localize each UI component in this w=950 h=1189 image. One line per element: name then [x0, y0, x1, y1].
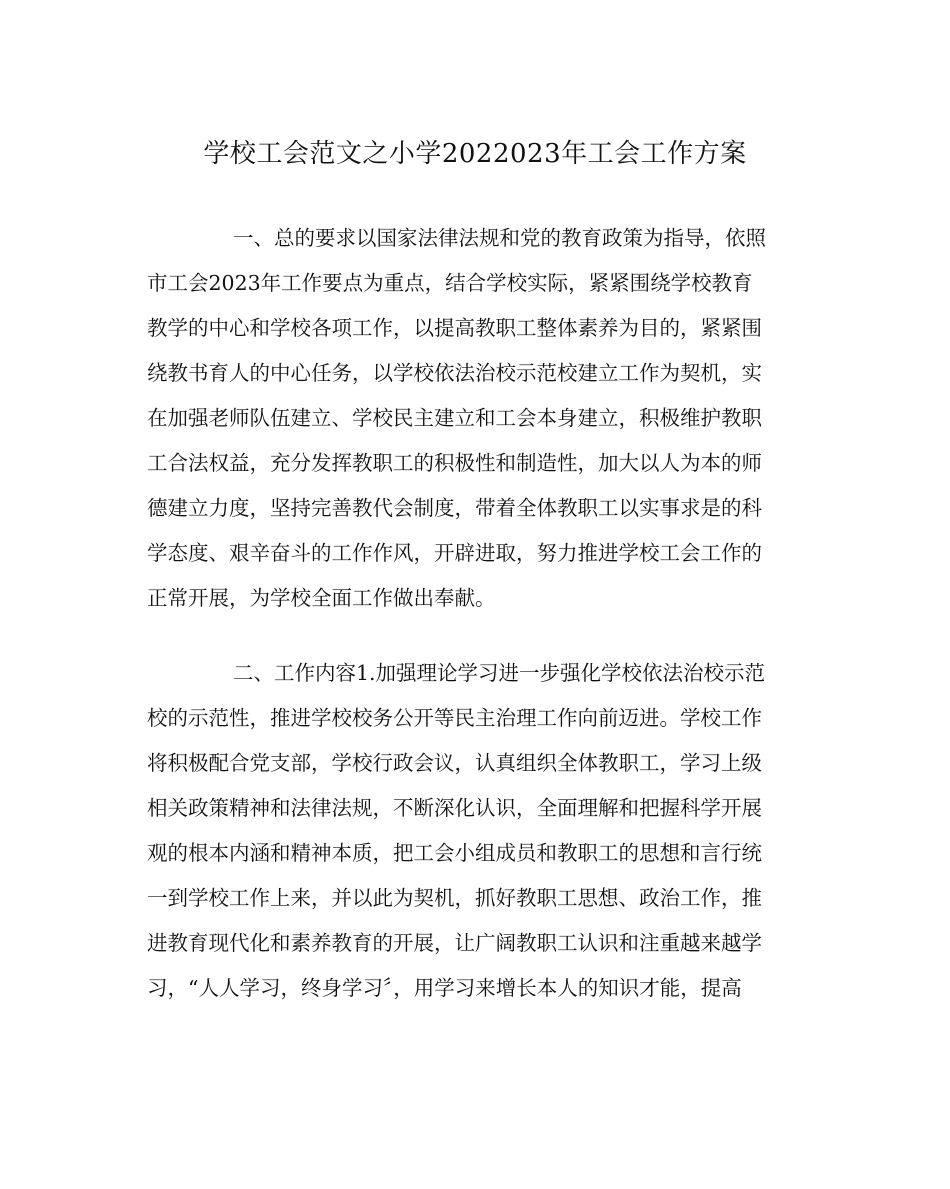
paragraph-2-line-5: 观的根本内涵和精神本质，把工会小组成员和教职工的思想和言行统: [147, 841, 762, 865]
paragraph-2-line-8: 习，“人人学习，终身学习〞，用学习来增长本人的知识才能，提高: [147, 976, 742, 1000]
paragraph-1-line-7: 德建立力度，坚持完善教代会制度，带着全体教职工以实事求是的科: [147, 496, 762, 520]
paragraph-1-line-9: 正常开展，为学校全面工作做出奉献。: [147, 586, 496, 610]
paragraph-1-line-4: 绕教书育人的中心任务，以学校依法治校示范校建立工作为契机，实: [147, 361, 762, 385]
paragraph-1-line-2: 市工会2023年工作要点为重点，结合学校实际，紧紧围绕学校教育: [147, 271, 753, 295]
paragraph-2-line-7: 进教育现代化和素养教育的开展，让广阔教职工认识和注重越来越学: [147, 931, 762, 955]
paragraph-1-line-6: 工合法权益，充分发挥教职工的积极性和制造性，加大以人为本的师: [147, 451, 762, 475]
paragraph-1-line-8: 学态度、艰辛奋斗的工作作风，开辟进取，努力推进学校工会工作的: [147, 541, 762, 565]
paragraph-2-line-3: 将积极配合党支部，学校行政会议，认真组织全体教职工，学习上级: [147, 751, 762, 775]
paragraph-1-line-1: 一、总的要求以国家法律法规和党的教育政策为指导，依照: [233, 226, 766, 250]
paragraph-2-line-2: 校的示范性，推进学校校务公开等民主治理工作向前迈进。学校工作: [147, 706, 762, 730]
paragraph-2-line-6: 一到学校工作上来，并以此为契机，抓好教职工思想、政治工作，推: [147, 886, 762, 910]
paragraph-1-line-3: 教学的中心和学校各项工作，以提高教职工整体素养为目的，紧紧围: [147, 316, 762, 340]
paragraph-2-line-1: 二、工作内容1.加强理论学习进一步强化学校依法治校示范: [233, 661, 766, 685]
paragraph-2-line-4: 相关政策精神和法律法规，不断深化认识，全面理解和把握科学开展: [147, 796, 762, 820]
document-title: 学校工会范文之小学2022023年工会工作方案: [203, 139, 747, 169]
paragraph-1-line-5: 在加强老师队伍建立、学校民主建立和工会本身建立，积极维护教职: [147, 406, 762, 430]
